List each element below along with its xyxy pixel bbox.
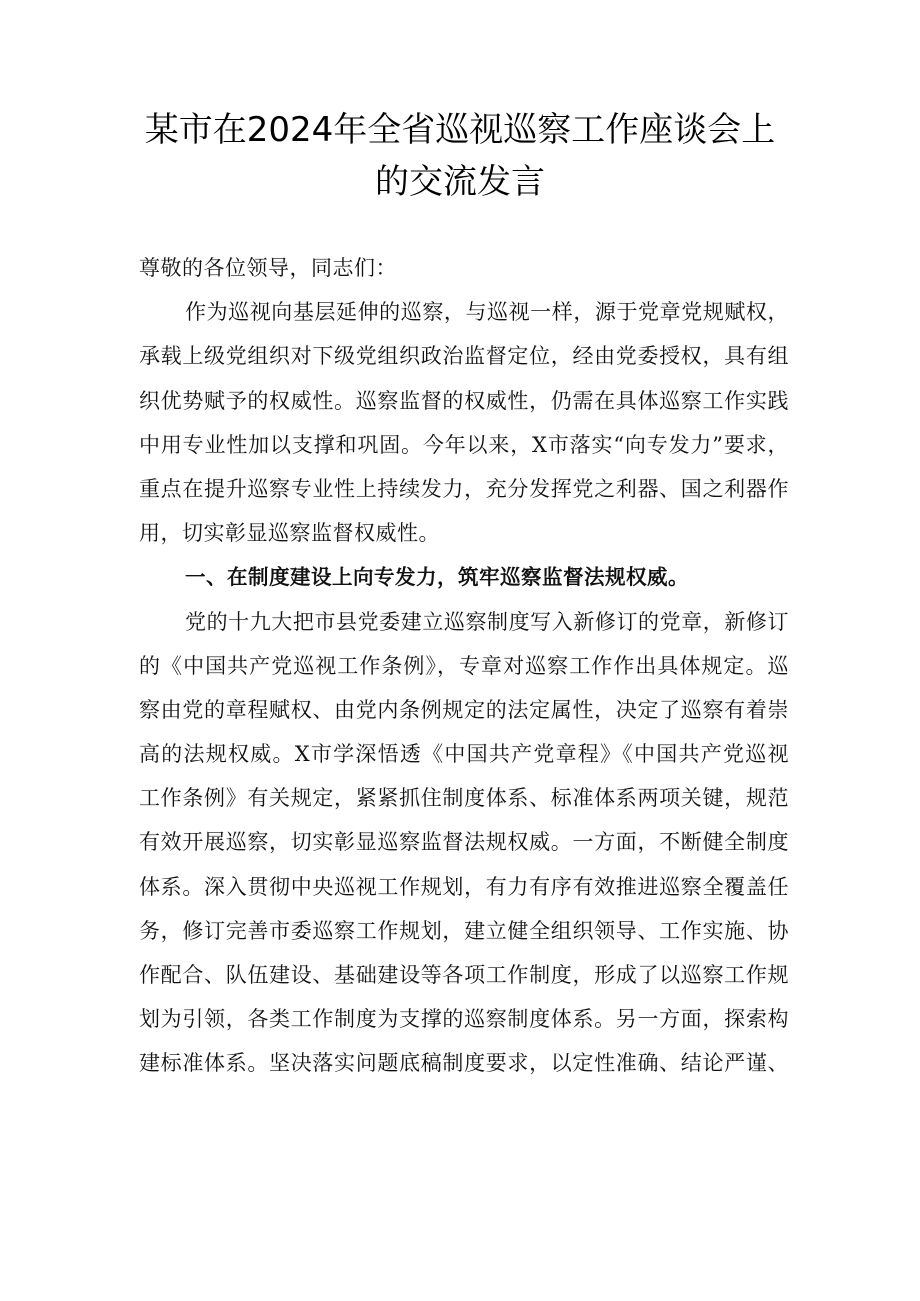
paragraph-line: 党的十九大把市县党委建立巡察制度写入新修订的党章，新修订 [185, 609, 789, 634]
title-line-2: 的交流发言 [375, 162, 545, 202]
paragraph-line: 中用专业性加以支撑和巩固。今年以来，X市落实“向专发力”要求， [139, 432, 789, 457]
paragraph-line: 织优势赋予的权威性。巡察监督的权威性，仍需在具体巡察工作实践 [139, 388, 789, 413]
paragraph-line: 重点在提升巡察专业性上持续发力，充分发挥党之利器、国之利器作 [139, 476, 789, 501]
paragraph-line: 高的法规权威。X市学深悟透《中国共产党章程》《中国共产党巡视 [139, 742, 789, 767]
paragraph-line: 承载上级党组织对下级党组织政治监督定位，经由党委授权，具有组 [139, 344, 789, 369]
paragraph-1 [139, 290, 789, 555]
paragraph-2 [139, 600, 789, 1086]
paragraph-line: 作为巡视向基层延伸的巡察，与巡视一样，源于党章党规赋权， [185, 300, 789, 325]
paragraph-line: 察由党的章程赋权、由党内条例规定的法定属性，决定了巡察有着崇 [139, 697, 789, 722]
document-body [139, 246, 789, 1086]
paragraph-line: 工作条例》有关规定，紧紧抓住制度体系、标准体系两项关键，规范 [139, 786, 789, 811]
section-heading-1: 一、在制度建设上向专发力，筑牢巡察监督法规权威。 [185, 565, 689, 590]
paragraph-line: 有效开展巡察，切实彰显巡察监督法规权威。一方面，不断健全制度 [139, 830, 789, 855]
paragraph-line: 用，切实彰显巡察监督权威性。 [139, 521, 440, 546]
title-line-1: 某市在2024年全省巡视巡察工作座谈会上 [144, 110, 776, 150]
document-title [120, 104, 800, 208]
paragraph-line: 建标准体系。坚决落实问题底稿制度要求，以定性准确、结论严谨、 [139, 1051, 789, 1076]
paragraph-line: 体系。深入贯彻中央巡视工作规划，有力有序有效推进巡察全覆盖任 [139, 874, 789, 899]
paragraph-line: 作配合、队伍建设、基础建设等各项工作制度，形成了以巡察工作规 [139, 963, 789, 987]
salutation: 尊敬的各位领导，同志们： [139, 256, 397, 280]
paragraph-line: 的《中国共产党巡视工作条例》，专章对巡察工作作出具体规定。巡 [139, 653, 789, 678]
paragraph-line: 务，修订完善市委巡察工作规划，建立健全组织领导、工作实施、协 [139, 918, 789, 943]
paragraph-line: 划为引领，各类工作制度为支撑的巡察制度体系。另一方面，探索构 [139, 1007, 789, 1032]
